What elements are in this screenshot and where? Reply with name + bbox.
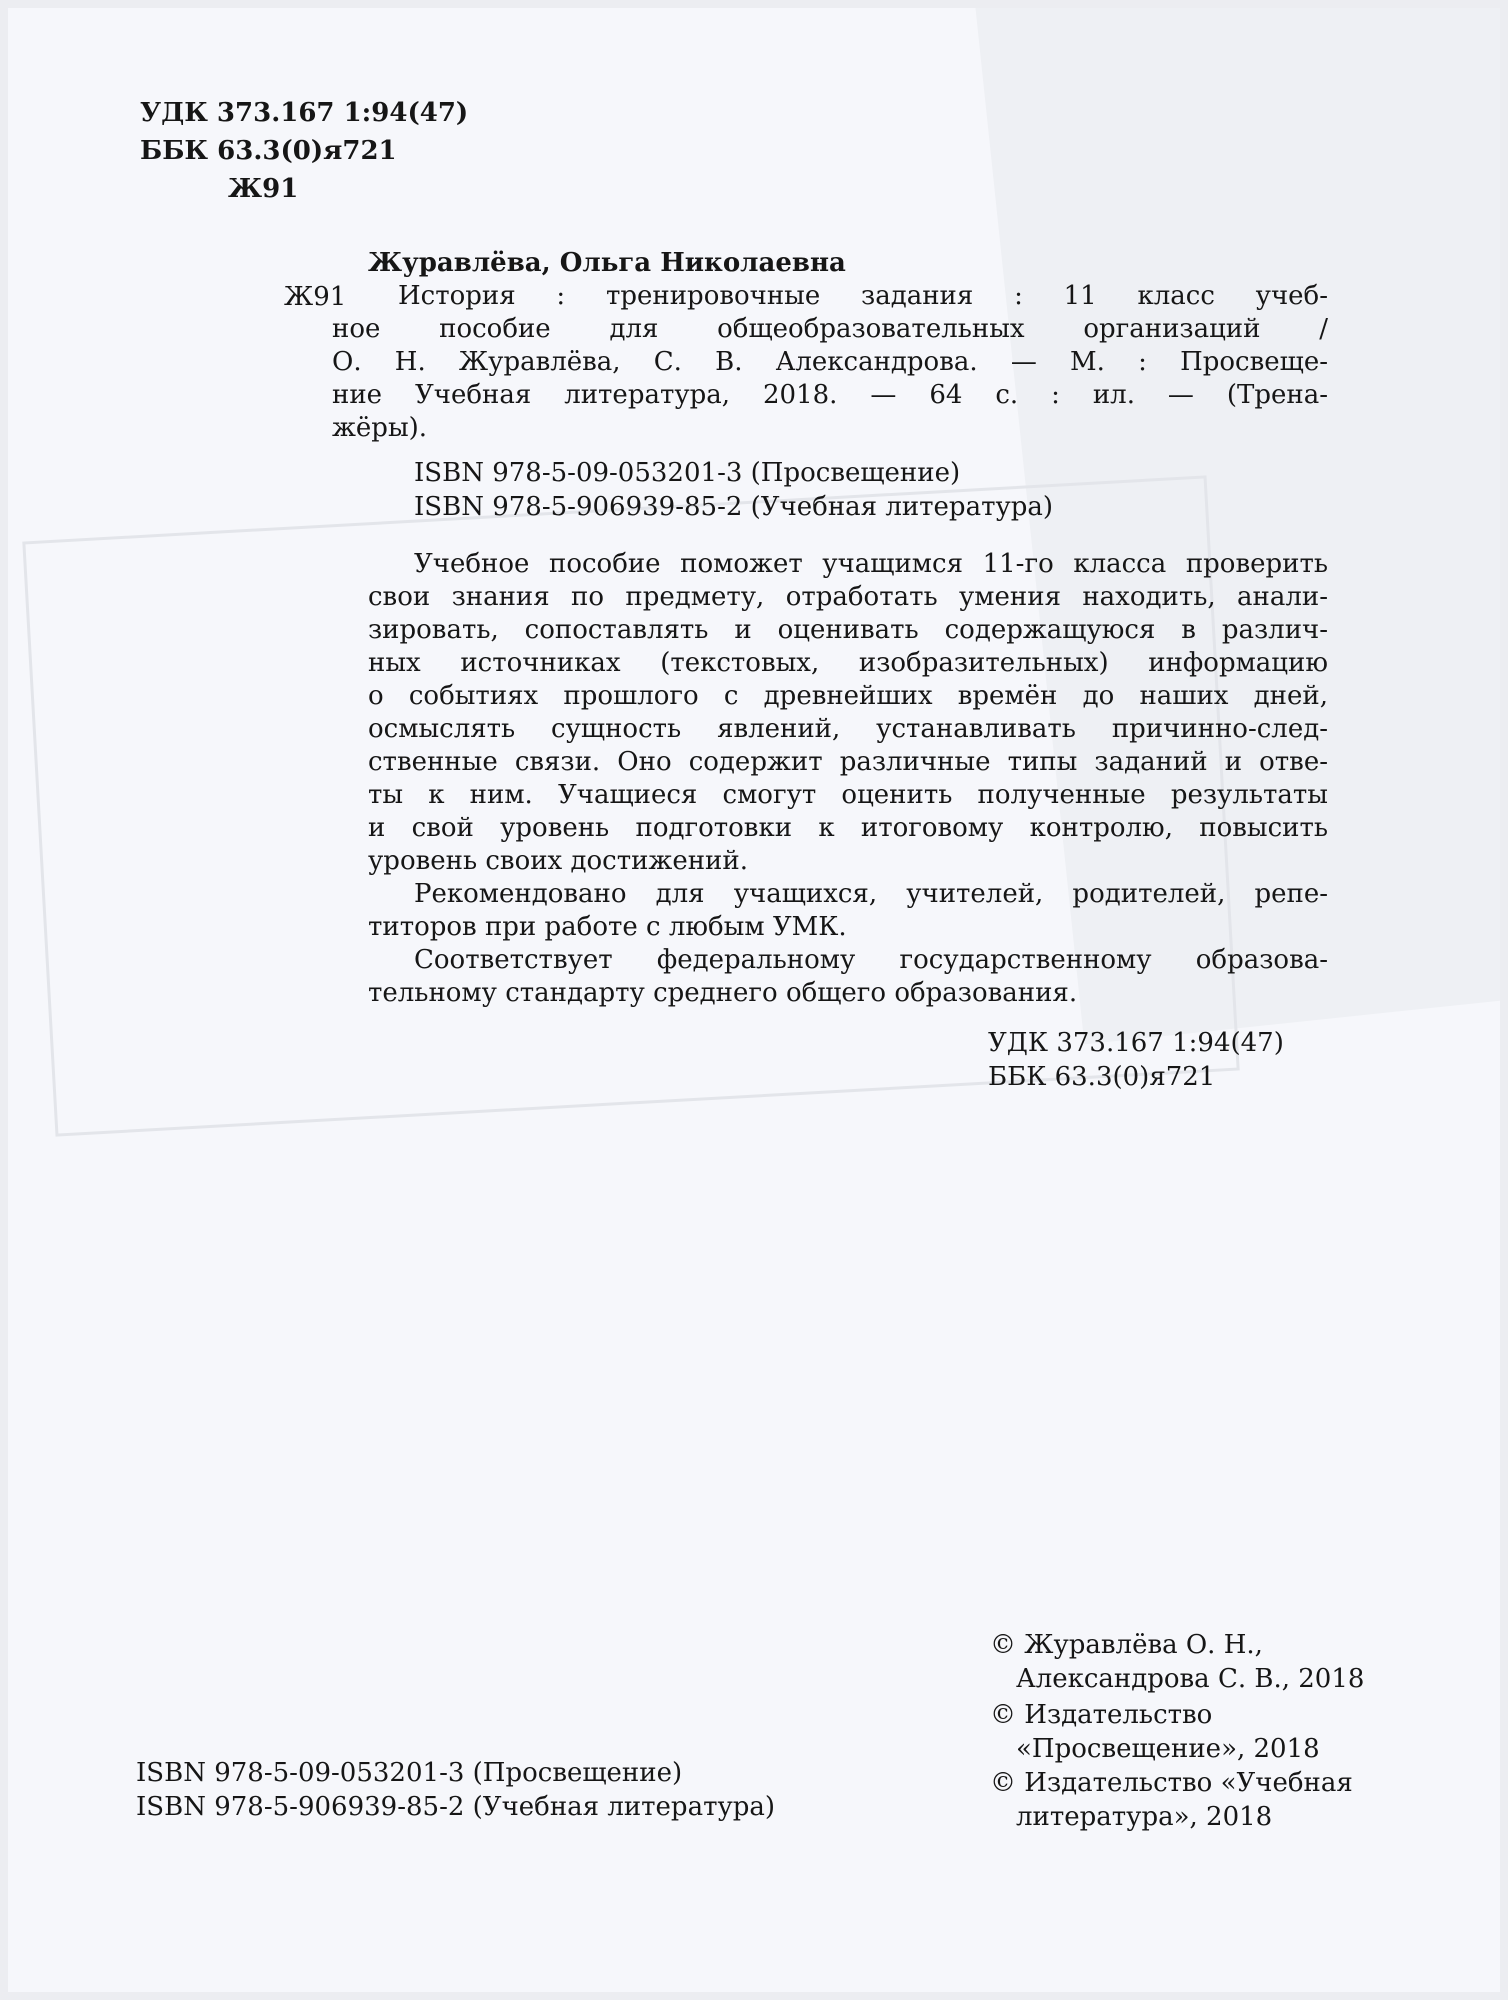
- abstract-line: о событиях прошлого с древнейших времён до наших дней,: [368, 681, 1328, 711]
- footer-udk: УДК 373.167 1:94(47): [988, 1028, 1284, 1058]
- copyright-line: Александрова С. В., 2018: [1016, 1664, 1365, 1694]
- bib-line: ное пособие для общеобразовательных организаций /: [332, 314, 1328, 344]
- bib-isbn-2: ISBN 978-5-906939-85-2 (Учебная литература): [414, 492, 1054, 522]
- bib-description: [398, 280, 1328, 313]
- abstract-line: тельному стандарту среднего общего образования.: [368, 978, 1078, 1008]
- document-page: [8, 8, 1500, 1992]
- copyright-line: «Просвещение», 2018: [1016, 1734, 1320, 1764]
- bib-code: Ж91: [284, 282, 347, 312]
- abstract-line: Учебное пособие поможет учащимся 11-го класса проверить: [414, 549, 1328, 579]
- header-bbk: ББК 63.3(0)я721: [140, 136, 397, 166]
- copyright-line: литература», 2018: [1016, 1802, 1273, 1832]
- abstract-line: уровень своих достижений.: [368, 846, 748, 876]
- abstract-line: и свой уровень подготовки к итоговому контролю, повысить: [368, 813, 1328, 843]
- bib-line: История : тренировочные задания : 11 класс учеб-: [398, 281, 1328, 311]
- bib-line: жёры).: [332, 413, 428, 443]
- bib-line: ние Учебная литература, 2018. — 64 с. : ил. — (Трена-: [332, 380, 1328, 410]
- abstract-line: ственные связи. Оно содержит различные типы заданий и отве-: [368, 747, 1328, 777]
- abstract-line: Рекомендовано для учащихся, учителей, родителей, репе-: [414, 879, 1328, 909]
- abstract-line: осмыслять сущность явлений, устанавливать причинно-след-: [368, 714, 1328, 744]
- copyright-line: © Журавлёва О. Н.,: [990, 1630, 1263, 1660]
- isbn-bottom-2: ISBN 978-5-906939-85-2 (Учебная литература): [136, 1792, 776, 1822]
- header-udk: УДК 373.167 1:94(47): [140, 98, 469, 128]
- abstract-line: ты к ним. Учащиеся смогут оценить полученные результаты: [368, 780, 1328, 810]
- abstract-line: ных источниках (текстовых, изобразительных) информацию: [368, 648, 1328, 678]
- header-code: Ж91: [228, 174, 299, 204]
- bib-description-cont: [332, 313, 1328, 445]
- abstract: [368, 548, 1328, 1010]
- bib-isbn-1: ISBN 978-5-09-053201-3 (Просвещение): [414, 458, 961, 488]
- abstract-line: свои знания по предмету, отработать умения находить, анали-: [368, 582, 1328, 612]
- abstract-line: Соответствует федеральному государственному образова-: [414, 945, 1328, 975]
- bib-line: О. Н. Журавлёва, С. В. Александрова. — М. : Просвеще-: [332, 347, 1328, 377]
- abstract-line: зировать, сопоставлять и оценивать содержащуюся в различ-: [368, 615, 1328, 645]
- copyright-line: © Издательство «Учебная: [990, 1768, 1353, 1798]
- author-name: Журавлёва, Ольга Николаевна: [368, 248, 846, 278]
- copyright-line: © Издательство: [990, 1700, 1213, 1730]
- abstract-line: титоров при работе с любым УМК.: [368, 912, 847, 942]
- isbn-bottom-1: ISBN 978-5-09-053201-3 (Просвещение): [136, 1758, 683, 1788]
- footer-bbk: ББК 63.3(0)я721: [988, 1062, 1216, 1092]
